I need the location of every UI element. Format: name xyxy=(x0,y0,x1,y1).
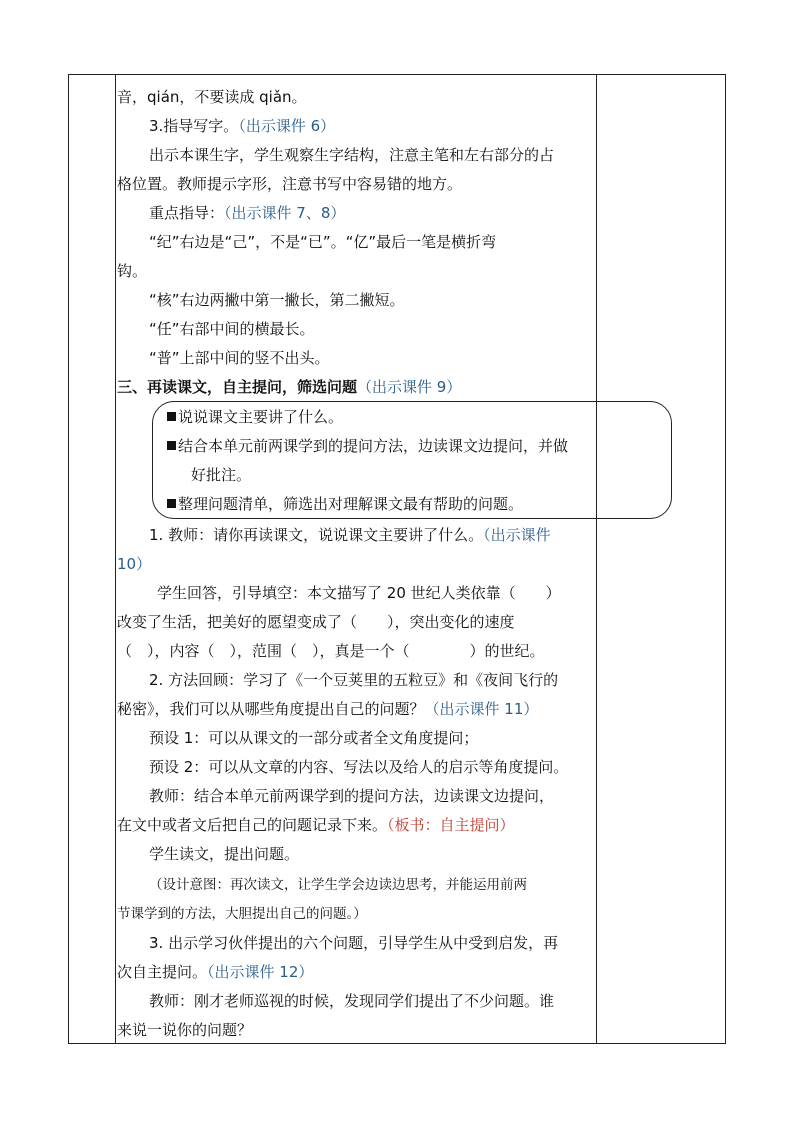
text-line: “核”右边两撇中第一撇长，第二撇短。 xyxy=(149,291,405,309)
square-bullet-icon xyxy=(167,412,176,421)
text-line: （ ），内容（ ），范围（ ），真是一个（ ）的世纪。 xyxy=(117,642,545,660)
text-line: 预设 1：可以从课文的一部分或者全文角度提问； xyxy=(149,729,479,747)
text-line: 钩。 xyxy=(117,262,148,280)
task-item: 说说课文主要讲了什么。 xyxy=(167,407,343,427)
text-line: 10） xyxy=(117,555,152,573)
task-item: 整理问题清单，筛选出对理解课文最有帮助的问题。 xyxy=(167,494,523,514)
text-line: 音，qián，不要读成 qiǎn。 xyxy=(117,88,307,106)
text-line: 秘密》，我们可以从哪些角度提出自己的问题？（出示课件 11） xyxy=(117,700,539,718)
text-line: 教师：刚才老师巡视的时候，发现同学们提出了不少问题。谁 xyxy=(149,992,555,1010)
text-line: 3.指导写字。（出示课件 6） xyxy=(149,117,336,135)
text-line: “普”上部中间的竖不出头。 xyxy=(149,349,330,367)
text-line: 重点指导：（出示课件 7、8） xyxy=(149,204,346,222)
text-line: 学生回答，引导填空：本文描写了 20 世纪人类依靠（ ） xyxy=(157,584,561,602)
column-divider xyxy=(596,75,597,1043)
text-line: 出示本课生字，学生观察生字结构，注意主笔和左右部分的占 xyxy=(149,146,555,164)
text-line: “纪”右边是“己”，不是“已”。“亿”最后一笔是横折弯 xyxy=(149,233,497,251)
task-box xyxy=(152,401,672,519)
column-divider xyxy=(115,75,116,1043)
text-line: 改变了生活，把美好的愿望变成了（ ），突出变化的速度 xyxy=(117,613,515,631)
task-item-continued: 好批注。 xyxy=(191,466,252,484)
task-item: 结合本单元前两课学到的提问方法，边读课文边提问，并做 xyxy=(167,436,568,456)
square-bullet-icon xyxy=(167,499,176,508)
text-line: 次自主提问。（出示课件 12） xyxy=(117,963,314,981)
text-line: 来说一说你的问题？ xyxy=(117,1021,253,1039)
text-line: 学生读文，提出问题。 xyxy=(149,845,300,863)
text-line: 预设 2：可以从文章的内容、写法以及给人的启示等角度提问。 xyxy=(149,758,569,776)
section-heading: 三、再读课文，自主提问，筛选问题（出示课件 9） xyxy=(117,378,462,396)
text-line: 格位置。教师提示字形，注意书写中容易错的地方。 xyxy=(117,175,463,193)
text-line: 1. 教师：请你再读课文，说说课文主要讲了什么。（出示课件 xyxy=(149,526,551,544)
square-bullet-icon xyxy=(167,441,176,450)
design-note: （设计意图：再次读文，让学生学会边读边思考，并能运用前两 xyxy=(149,877,527,893)
text-line: 教师：结合本单元前两课学到的提问方法，边读课文边提问， xyxy=(149,787,555,805)
text-line: 2. 方法回顾：学习了《一个豆荚里的五粒豆》和《夜间飞行的 xyxy=(149,671,559,689)
lesson-table xyxy=(68,74,726,1044)
design-note: 节课学到的方法，大胆提出自己的问题。） xyxy=(117,906,367,922)
text-line: 3. 出示学习伙伴提出的六个问题，引导学生从中受到启发，再 xyxy=(149,934,559,952)
text-line: 在文中或者文后把自己的问题记录下来。（板书：自主提问） xyxy=(117,816,515,834)
text-line: “任”右部中间的横最长。 xyxy=(149,320,315,338)
